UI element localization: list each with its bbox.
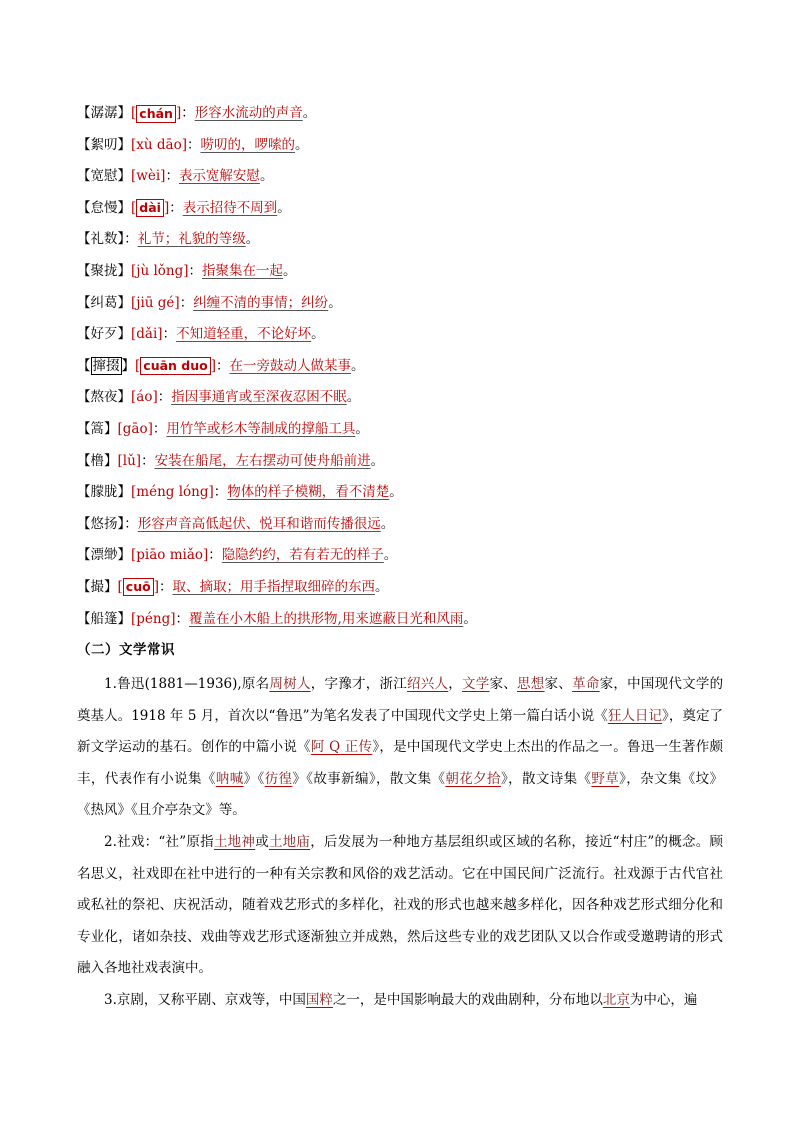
period: 。: [380, 515, 395, 532]
colon: ：: [186, 136, 201, 153]
bracket-close: 】: [117, 136, 131, 153]
colon: ：: [152, 420, 167, 437]
bracket-close: 】: [117, 105, 131, 121]
colon: ：: [124, 231, 138, 248]
vocab-item: [77, 98, 737, 130]
bracket-open: 【: [77, 389, 91, 406]
bracket-close: 】: [117, 262, 131, 279]
vocab-pinyin: [lǔ]: [117, 452, 142, 469]
bracket-close: 】: [117, 199, 131, 216]
pinyin-value: xù dāo: [136, 136, 182, 153]
colon: ：: [157, 389, 172, 406]
vocab-word: 撮: [90, 578, 104, 595]
vocab-word: 船篷: [90, 610, 118, 627]
term-nahan: 呐喊: [215, 770, 244, 787]
bracket-open: 【: [77, 326, 91, 343]
pinyin-value: dǎi: [136, 326, 158, 343]
bracket-close: 】: [117, 231, 125, 248]
colon: ：: [175, 610, 190, 627]
bracket-open: 【: [77, 357, 91, 374]
bracket-open: 【: [77, 420, 91, 437]
vocab-definition: 不知道轻重，不论好坏: [176, 326, 312, 343]
vocab-pinyin: [péng]: [131, 610, 176, 627]
bracket-open: 【: [77, 610, 91, 627]
bracket-close: 】: [117, 610, 131, 627]
term-aq-zhengzhuan: 阿 Q 正传: [310, 739, 373, 756]
vocab-word: 礼数: [90, 231, 118, 248]
bracket-open: 【: [77, 262, 91, 279]
bracket-open: 【: [77, 199, 91, 216]
vocab-definition: 表示宽解安慰: [178, 168, 260, 185]
period: 。: [351, 357, 365, 374]
bracket-open: 【: [77, 578, 91, 595]
bracket-close: 】: [117, 326, 131, 343]
vocab-item: [77, 604, 737, 636]
pinyin-value: áo: [136, 389, 153, 406]
colon: ：: [188, 262, 203, 279]
pinyin-value: piāo miǎo: [136, 547, 204, 564]
term-tudishen: 土地神: [213, 833, 256, 850]
period: 。: [355, 420, 369, 437]
period: 。: [277, 199, 291, 216]
vocab-pinyin: [gāo]: [117, 420, 153, 437]
vocab-definition: 唠叨的，啰嗦的: [200, 136, 295, 153]
vocab-definition: 隐隐约约，若有若无的样子: [221, 547, 384, 564]
vocab-pinyin: [áo]: [131, 389, 158, 406]
vocab-definition: 指聚集在一起: [202, 262, 284, 279]
bracket-open: 【: [77, 168, 91, 185]
vocab-word: 絮叨: [90, 136, 118, 153]
bracket-close: 】: [104, 452, 118, 469]
vocab-item: [77, 446, 737, 478]
vocab-definition: 礼节；礼貌的等级: [137, 231, 246, 248]
vocab-item: [77, 540, 737, 572]
colon: ：: [181, 105, 195, 121]
colon: ：: [141, 452, 155, 469]
vocab-item: [77, 351, 737, 383]
vocab-word: 宽慰: [90, 168, 118, 185]
vocab-pinyin: [piāo miǎo]: [131, 547, 209, 564]
bracket-close: 】: [117, 389, 131, 406]
term-zhoushuren: 周树人: [269, 676, 311, 692]
vocab-word: 潺潺: [90, 105, 118, 121]
vocab-definition: 取、摘取；用手指捏取细碎的东西: [172, 578, 375, 595]
vocab-pinyin: [méng lóng]: [131, 484, 214, 501]
period: 。: [259, 168, 274, 185]
vocab-item: [77, 161, 737, 193]
vocab-word: 撺掇: [92, 358, 120, 375]
vocab-pinyin: [jiū gé]: [131, 294, 180, 311]
vocab-definition: 表示招待不周到: [182, 199, 278, 216]
bracket-close: 】: [117, 168, 131, 185]
paragraph-shexi: 2.社戏：“社”原指土地神或土地庙，后发展为一种地方基层组织或区域的名称，接近“村庄”的概念。顾名思义，社戏即在社中进行的一种有关宗教和风俗的戏艺活动。它在中国民间广泛流行。社戏源于古代官社或私社的祭祀、庆祝活动，随着戏艺形式的多样化，社戏的形式也越来越多样化，因各种戏艺形式细分化和专业化，诸如杂技、戏曲等戏艺形式逐渐独立并成熟，然后这些专业的戏艺团队又以合作或受邀聘请的形式融入各地社戏表演中。: [77, 833, 723, 977]
vocab-pinyin: [xù dāo]: [131, 136, 187, 153]
period: 。: [294, 136, 309, 153]
vocab-item: [77, 572, 737, 604]
term-guocui: 国粹: [305, 991, 333, 1008]
pinyin-value: gāo: [122, 420, 148, 437]
period: 。: [302, 105, 317, 121]
colon: ：: [179, 294, 194, 311]
bracket-open: 【: [77, 105, 91, 121]
bracket-open: 【: [77, 294, 91, 311]
vocab-word: 熬夜: [90, 389, 118, 406]
vocab-pinyin: [ cuō ]: [117, 578, 159, 595]
pinyin-value: cuān duo: [140, 357, 210, 375]
vocab-pinyin: [ chán ]: [131, 105, 182, 121]
bracket-open: 【: [77, 452, 91, 469]
vocab-definition: 用竹竿或杉木等制成的撑船工具: [166, 420, 356, 437]
bracket-open: 【: [77, 515, 91, 532]
vocab-definition: 覆盖在小木船上的拱形物,用来遮蔽日光和风雨: [189, 610, 464, 627]
colon: ：: [169, 199, 183, 216]
vocab-definition: 形容水流动的声音: [194, 105, 303, 121]
vocab-definition: 纠缠不清的事情；纠纷: [193, 294, 329, 311]
section-heading-literature: （二）文学常识: [77, 642, 175, 658]
period: 。: [383, 547, 398, 564]
vocab-item: [77, 256, 737, 288]
paragraph-luxun: 1.鲁迅(1881—1936),原名周树人，字豫才，浙江绍兴人，文学家、思想家、革命家，中国现代文学的奠基人。1918 年 5 月，首次以“鲁迅”为笔名发表了中国现代文学史上第一篇白话小说《狂人日记》，奠定了新文学运动的基石。创作的中篇小说《阿 Q 正传》，是中国现代文学史上杰出的作品之一。鲁迅一生著作颇丰，代表作有小说集《呐喊》《彷徨》《故事新编》，散文集《朝花夕拾》，散文诗集《野草》，杂文集《坟》《热风》《且介亭杂文》等。: [77, 676, 724, 819]
vocab-pinyin: [jù lǒng]: [131, 262, 189, 279]
pinyin-value: jiū gé: [136, 294, 175, 311]
vocab-item: [77, 414, 737, 446]
bracket-close: 】: [117, 484, 131, 501]
vocab-item: [77, 382, 737, 414]
colon: ：: [162, 326, 177, 343]
bracket-open: 【: [77, 136, 91, 153]
period: 。: [283, 262, 297, 279]
bracket-close: 】: [117, 515, 125, 532]
term-beijing: 北京: [602, 991, 630, 1008]
vocab-item: [77, 224, 737, 256]
term-kuangren-riji: 狂人日记: [607, 707, 663, 724]
vocab-pinyin: [ cuān duo ]: [135, 357, 216, 374]
vocab-pinyin: [ dài ]: [131, 199, 170, 216]
term-sixiang: 思想: [517, 676, 545, 692]
vocab-word: 朦胧: [90, 484, 118, 501]
pinyin-value: dài: [136, 199, 164, 217]
vocab-definition: 在一旁鼓动人做某事: [229, 357, 351, 374]
period: 。: [463, 610, 477, 627]
pinyin-value: lǔ: [122, 452, 136, 469]
bracket-open: 【: [77, 547, 91, 564]
bracket-open: 【: [77, 484, 91, 501]
colon: ：: [124, 515, 138, 532]
colon: ：: [208, 547, 222, 564]
period: 。: [328, 294, 342, 311]
vocab-pinyin: [wèi]: [131, 168, 166, 185]
term-panghuang: 彷徨: [264, 770, 293, 787]
pinyin-value: péng: [136, 610, 171, 627]
period: 。: [346, 389, 361, 406]
vocab-item: [77, 509, 737, 541]
colon: ：: [158, 578, 173, 595]
period: 。: [311, 326, 325, 343]
vocab-definition: 安装在船尾，左右摆动可使舟船前进: [154, 452, 371, 469]
bracket-close: 】: [117, 547, 131, 564]
bracket-close: 】: [104, 420, 118, 437]
vocab-item: [77, 193, 737, 225]
colon: ：: [165, 168, 179, 185]
term-yecao: 野草: [591, 770, 620, 787]
pinyin-value: méng lóng: [136, 484, 209, 501]
vocab-word: 漂缈: [90, 547, 118, 564]
literature-paragraphs: [77, 669, 723, 1017]
vocab-word: 橹: [90, 452, 104, 469]
term-geming: 革命: [572, 676, 600, 692]
pinyin-value: cuō: [123, 578, 154, 596]
vocab-item: [77, 288, 737, 320]
vocab-definition: 指因事通宵或至深夜忍困不眠: [171, 389, 347, 406]
vocab-word: 怠慢: [90, 199, 118, 216]
vocab-word: 篙: [90, 420, 104, 437]
bracket-close: 】: [117, 294, 131, 311]
vocab-word: 聚拢: [90, 262, 118, 279]
term-wenxue: 文学: [462, 676, 490, 692]
term-shaoxing: 绍兴人: [406, 676, 449, 692]
vocab-pinyin: [dǎi]: [131, 326, 163, 343]
period: 。: [370, 452, 385, 469]
pinyin-value: jù lǒng: [136, 262, 184, 279]
vocab-item: [77, 477, 737, 509]
pinyin-value: chán: [136, 105, 176, 123]
vocab-word: 好歹: [90, 326, 118, 343]
period: 。: [389, 484, 403, 501]
bracket-open: 【: [77, 231, 91, 248]
pinyin-value: wèi: [136, 168, 161, 185]
colon: ：: [213, 484, 228, 501]
vocab-word: 纠葛: [90, 294, 118, 311]
vocab-word: 悠扬: [90, 515, 118, 532]
term-zhaohua-xishi: 朝花夕拾: [445, 770, 501, 787]
vocab-definition: 形容声音高低起伏、悦耳和谐而传播很远: [137, 515, 381, 532]
bracket-close: 】: [121, 357, 135, 374]
vocab-item: [77, 319, 737, 351]
vocabulary-list: [77, 98, 737, 635]
vocab-item: [77, 130, 737, 162]
period: 。: [374, 578, 389, 595]
period: 。: [245, 231, 260, 248]
bracket-close: 】: [104, 578, 118, 595]
vocab-definition: 物体的样子模糊，看不清楚: [227, 484, 390, 501]
term-tudimiao: 土地庙: [268, 833, 311, 850]
paragraph-jingju: 3.京剧，又称平剧、京戏等，中国国粹之一，是中国影响最大的戏曲剧种，分布地以北京为中心，遍: [104, 991, 698, 1008]
colon: ：: [216, 357, 230, 374]
